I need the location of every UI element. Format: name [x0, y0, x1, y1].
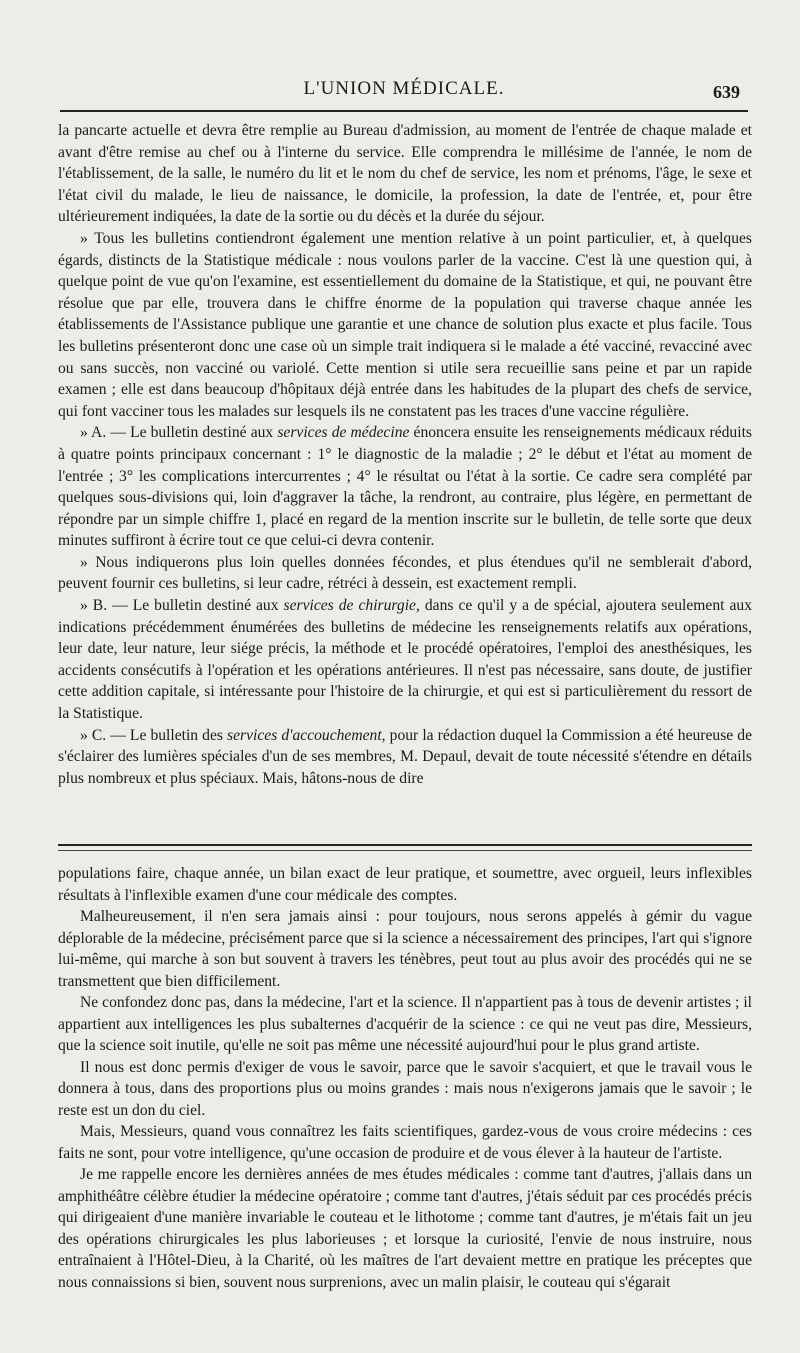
- running-title: L'UNION MÉDICALE.: [303, 78, 505, 99]
- page-header: [58, 74, 750, 108]
- paragraph: » Tous les bulletins contiendront également une mention relative à un point particulier, et, à quelques égards, distincts de la Statistique médicale : nous voulons parler de la vaccine. C'est là une question qui, à quelque point de vue qu'on l'examine, est essentiellement du domaine de la Statistique, et qui, ne pouvant être résolue que par elle, trouvera dans le chiffre énorme de la population qui traverse chaque année les établissements de l'Assistance publique une garantie et une chance de solution plus exacte et plus facile. Tous les bulletins présenteront donc une case où un simple trait indiquera si le malade a été vacciné, revacciné avec ou sans succès, non vacciné ou variolé. Cette mention si utile sera recueillie sans peine et par un rapide examen ; elle est dans beaucoup d'hôpitaux déjà entrée dans les habitudes de la plupart des chefs de service, qui font vacciner tous les malades sur lesquels ils ne constatent pas les traces d'une vaccine régulière.: [58, 229, 752, 420]
- paragraph: » B. — Le bulletin destiné aux services de chirurgie, dans ce qu'il y a de spécial, ajoutera seulement aux indications précédemment énumérées des bulletins de médecine les renseignements relatifs aux opérations, leur date, leur nature, leur siége précis, la méthode et le procédé opératoires, l'emploi des anesthésiques, les accidents consécutifs à l'opération et les opérations antérieures. Il n'est pas nécessaire, sans doute, de justifier cette addition capitale, si intéressante pour l'histoire de la chirurgie, et qui est si particulièrement du ressort de la Statistique.: [58, 597, 752, 723]
- upper-text-column: [58, 120, 752, 789]
- paragraph: Mais, Messieurs, quand vous connaîtrez les faits scientifiques, gardez-vous de vous croire médecins : ces faits ne sont, pour votre intelligence, qu'une occasion de produire et de vous élever à la hauteur de l'artiste.: [58, 1123, 752, 1162]
- paragraph: » C. — Le bulletin des services d'accouchement, pour la rédaction duquel la Commission a été heureuse de s'éclairer des lumières spéciales d'un de ses membres, M. Depaul, devait de toute nécessité s'étendre en détails plus nombreux et plus spéciaux. Mais, hâtons-nous de dire: [58, 726, 752, 787]
- paragraph: Il nous est donc permis d'exiger de vous le savoir, parce que le savoir s'acquiert, et que le travail vous le donnera à tous, dans des proportions plus ou moins grandes : mais nous n'exigerons jamais que le savoir ; le reste est un don du ciel.: [58, 1058, 752, 1119]
- italic-term: services d'accouchement,: [227, 726, 386, 744]
- paragraph: Je me rappelle encore les dernières années de mes études médicales : comme tant d'autres, j'allais dans un amphithéâtre célèbre étudier la médecine opératoire ; comme tant d'autres, j'étais séduit par ces procédés précis qui dirigeaient d'une manière invariable le couteau et le lithotome ; comme tant d'autres, je m'étais fait un jeu des opérations chirurgicales les plus laborieuses ; et lorsque la curiosité, l'envie de nous instruire, nous entraînaient à l'Hôtel-Dieu, à la Charité, où les maîtres de l'art devaient mettre en pratique les préceptes que nous connaissions si bien, souvent nous surprenions, avec un malin plaisir, le couteau qui s'égarait: [58, 1166, 752, 1291]
- paragraph: Ne confondez donc pas, dans la médecine, l'art et la science. Il n'appartient pas à tous de devenir artistes ; il appartient aux intelligences les plus subalternes d'acquérir de la science : ce qui ne veut pas dire, Messieurs, que la science soit inutile, qu'elle ne soit pas même une nécessité aujourd'hui pour le plus grand artiste.: [58, 994, 752, 1054]
- lower-text-column: [58, 863, 752, 1293]
- paragraph: » A. — Le bulletin destiné aux services de médecine énoncera ensuite les renseignements médicaux réduits à quatre points principaux concernant : 1° le diagnostic de la maladie ; 2° le début et l'état au moment de l'entrée ; 3° les complications intercurrentes ; 4° le résultat ou l'état à la sortie. Ce cadre sera complété par quelques sous-divisions qui, loin d'aggraver la tâche, la rendront, au contraire, plus légère, en permettant de répondre par un simple chiffre 1, placé en regard de la mention inscrite sur le bulletin, de telle sorte que deux minutes suffiront à écrire tout ce que celui-ci devra contenir.: [58, 424, 752, 550]
- paragraph: populations faire, chaque année, un bilan exact de leur pratique, et soumettre, avec orgueil, leurs inflexibles résultats à l'inflexible examen d'une cour médicale des comptes.: [58, 865, 752, 904]
- paragraph: Malheureusement, il n'en sera jamais ainsi : pour toujours, nous serons appelés à gémir du vague déplorable de la médecine, précisément parce que si la science a nécessairement des principes, l'art qui s'ignore lui-même, qui marche à son but souvent à travers les ténèbres, peut tout au plus avoir des procédés qui ne se transmettent que bien difficilement.: [58, 908, 752, 990]
- italic-term: services de chirurgie,: [283, 597, 420, 615]
- page-number: 639: [713, 82, 740, 102]
- feuilleton-divider: [58, 844, 752, 851]
- paragraph: la pancarte actuelle et devra être remplie au Bureau d'admission, au moment de l'entrée de chaque malade et avant d'être remise au chef ou à l'interne du service. Elle comprendra le millésime de l'année, le nom de l'établissement, de la salle, le numéro du lit et le nom du chef de service, les nom et prénoms, l'âge, le sexe et l'état civil du malade, le lieu de naissance, le domicile, la profession, la date de l'entrée, et, pour être ultérieurement indiquées, la date de la sortie ou du décès et la durée du séjour.: [58, 122, 752, 226]
- italic-term: services de médecine: [277, 424, 410, 442]
- header-rule: [60, 110, 748, 112]
- paragraph: » Nous indiquerons plus loin quelles données fécondes, et plus étendues qu'il ne semblerait d'abord, peuvent fournir ces bulletins, si leur cadre, rétréci à dessein, est exactement rempli.: [58, 553, 752, 593]
